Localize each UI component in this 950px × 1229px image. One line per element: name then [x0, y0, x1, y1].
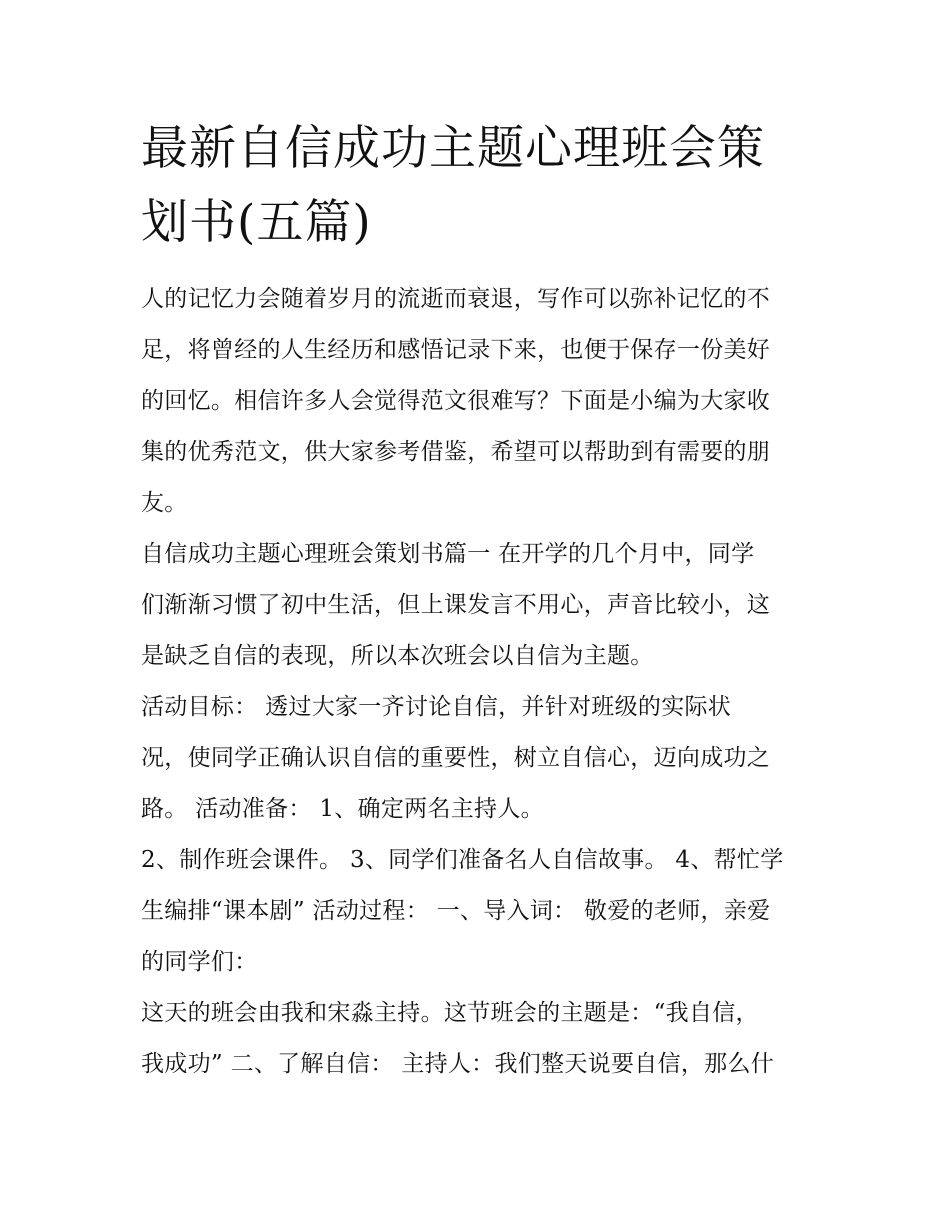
body-line: 活动目标： 透过大家一齐讨论自信，并针对班级的实际状 [141, 694, 732, 720]
body-line: 我成功” 二、了解自信： 主持人：我们整天说要自信，那么什 [141, 1051, 775, 1077]
body-line: 的同学们： [141, 949, 258, 975]
body-line: 路。 活动准备： 1、确定两名主持人。 [141, 796, 544, 822]
title-line-1: 最新自信成功主题心理班会策 [141, 121, 765, 176]
body-line: 生编排“课本剧” 活动过程： 一、导入词： 敬爱的老师，亲爱 [141, 898, 771, 924]
body-line: 友。 [141, 490, 188, 516]
body-line: 这天的班会由我和宋淼主持。这节班会的主题是：“我自信， [141, 1000, 759, 1026]
body-line: 2、制作班会课件。 3、同学们准备名人自信故事。 4、帮忙学 [141, 847, 784, 873]
document-title [141, 112, 813, 260]
title-line-2: 划书(五篇) [141, 195, 372, 250]
document-page [141, 112, 813, 1090]
body-line: 自信成功主题心理班会策划书篇一 在开学的几个月中，同学 [141, 541, 755, 567]
document-body [141, 274, 813, 1090]
body-line: 足，将曾经的人生经历和感悟记录下来，也便于保存一份美好 [141, 337, 771, 363]
body-line: 的回忆。相信许多人会觉得范文很难写？下面是小编为大家收 [141, 388, 771, 414]
body-line: 们渐渐习惯了初中生活，但上课发言不用心，声音比较小，这 [141, 592, 771, 618]
body-line: 是缺乏自信的表现，所以本次班会以自信为主题。 [141, 643, 654, 669]
body-line: 集的优秀范文，供大家参考借鉴，希望可以帮助到有需要的朋 [141, 439, 771, 465]
body-line: 况，使同学正确认识自信的重要性，树立自信心，迈向成功之 [141, 745, 771, 771]
body-line: 人的记忆力会随着岁月的流逝而衰退，写作可以弥补记忆的不 [141, 286, 771, 312]
